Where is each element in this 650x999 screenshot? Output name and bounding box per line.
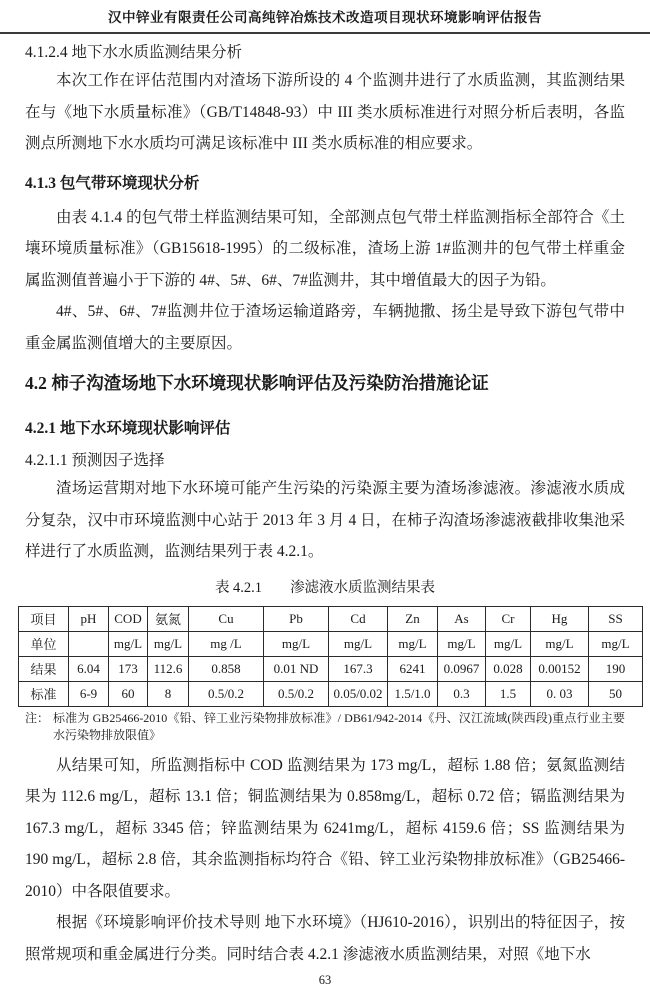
- table-cell: Zn: [388, 606, 438, 631]
- table-cell: 0.0967: [438, 656, 486, 681]
- section-heading-4-2-1: 4.2.1 地下水环境现状影响评估: [25, 420, 231, 437]
- paragraph-leachate-sampling: 渣场运营期对地下水环境可能产生污染的污染源主要为渣场渗滤液。渗滤液水质成分复杂，汉中市环境监测中心站于 2013 年 3 月 4 日，在柿子沟渣场渗滤液截排收集池采样进行了水质监测，监测结果列于表 4.2.1。: [25, 480, 625, 560]
- table-cell: 结果: [19, 656, 69, 681]
- table-cell: 6-9: [69, 681, 109, 706]
- table-row: [19, 631, 643, 656]
- table-cell: 项目: [19, 606, 69, 631]
- section-heading-4-1-3: 4.1.3 包气带环境现状分析: [25, 174, 200, 192]
- table-cell: 标准: [19, 681, 69, 706]
- page-header: [0, 0, 650, 34]
- table-cell: 0.3: [438, 681, 486, 706]
- table-cell: mg/L: [388, 631, 438, 656]
- section-heading-4-2-1-1: 4.2.1.1 预测因子选择: [25, 452, 165, 469]
- table-cell: 173: [109, 656, 148, 681]
- table-cell: 50: [589, 681, 643, 706]
- table-note-text: 标准为 GB25466-2010《铅、锌工业污染物排放标准》/ DB61/942-2014《丹、汉江流域(陕西段)重点行业主要水污染物排放限值》: [53, 710, 625, 742]
- table-cell: 0.01 ND: [264, 656, 329, 681]
- table-cell: 167.3: [329, 656, 388, 681]
- section-heading-4-1-2-4: 4.1.2.4 地下水水质监测结果分析: [25, 44, 243, 61]
- table-note-label: 注：: [25, 710, 50, 725]
- table-cell: Cu: [189, 606, 264, 631]
- table-cell: 0.028: [486, 656, 531, 681]
- table-cell: mg/L: [486, 631, 531, 656]
- table-caption-number: 表 4.2.1: [214, 579, 263, 596]
- table-cell: As: [438, 606, 486, 631]
- section-heading-4-2: 4.2 柿子沟渣场地下水环境现状影响评估及污染防治措施论证: [25, 373, 489, 393]
- paragraph-groundwater-result: 本次工作在评估范围内对渣场下游所设的 4 个监测井进行了水质监测，其监测结果在与《地下水质量标准》（GB/T14848-93）中 III 类水质标准进行对照分析后表明，各监测点所测地下水水质均可满足该标准中 III 类水质标准的相应要求。: [25, 72, 625, 152]
- table-cell: Hg: [531, 606, 589, 631]
- table-cell: SS: [589, 606, 643, 631]
- table-cell: 氨氮: [148, 606, 189, 631]
- table-row: [19, 681, 643, 706]
- table-cell: Cr: [486, 606, 531, 631]
- table-cell: pH: [69, 606, 109, 631]
- table-cell: 单位: [19, 631, 69, 656]
- table-cell: 0.5/0.2: [189, 681, 264, 706]
- table-cell: 6241: [388, 656, 438, 681]
- table-cell: 0.00152: [531, 656, 589, 681]
- table-cell: mg/L: [148, 631, 189, 656]
- table-cell: 60: [109, 681, 148, 706]
- table-row: [19, 606, 643, 631]
- paragraph-vadose-zone-cause: 4#、5#、6#、7#监测井位于渣场运输道路旁，车辆抛撒、扬尘是导致下游包气带中重金属监测值增大的主要原因。: [25, 303, 625, 352]
- table-cell: COD: [109, 606, 148, 631]
- table-note: [25, 710, 625, 744]
- paragraph-vadose-zone-result: 由表 4.1.4 的包气带土样监测结果可知，全部测点包气带土样监测指标全部符合《土壤环境质量标准》（GB15618-1995）的二级标准，渣场上游 1#监测井的包气带土样重金属监测值普遍小于下游的 4#、5#、6#、7#监测井，其中增值最大的因子为铅。: [25, 208, 625, 289]
- table-cell: mg/L: [109, 631, 148, 656]
- table-cell: Cd: [329, 606, 388, 631]
- table-cell: 6.04: [69, 656, 109, 681]
- table-cell: mg/L: [438, 631, 486, 656]
- table-cell: 8: [148, 681, 189, 706]
- table-cell: 112.6: [148, 656, 189, 681]
- table-cell: 1.5/1.0: [388, 681, 438, 706]
- table-cell: mg/L: [531, 631, 589, 656]
- table-cell: [69, 631, 109, 656]
- leachate-monitoring-table: [18, 606, 643, 707]
- table-cell: mg /L: [189, 631, 264, 656]
- table-cell: mg/L: [589, 631, 643, 656]
- table-cell: 1.5: [486, 681, 531, 706]
- table-caption-title: 渗滤液水质监测结果表: [290, 579, 436, 596]
- page-content: [0, 41, 650, 970]
- table-cell: 0.05/0.02: [329, 681, 388, 706]
- page-number: 63: [318, 973, 332, 987]
- table-cell: mg/L: [264, 631, 329, 656]
- paragraph-factor-classification: 根据《环境影响评价技术导则 地下水环境》（HJ610-2016），识别出的特征因子，按照常规项和重金属进行分类。同时结合表 4.2.1 渗滤液水质监测结果，对照《地下水: [25, 914, 625, 963]
- table-cell: mg/L: [329, 631, 388, 656]
- paragraph-exceedance-analysis: 从结果可知，所监测指标中 COD 监测结果为 173 mg/L，超标 1.88 倍；氨氮监测结果为 112.6 mg/L，超标 13.1 倍；铜监测结果为 0.858mg/L，超标 0.72 倍；镉监测结果为 167.3 mg/L，超标 3345 倍；锌监测结果为 6241mg/L，超标 4159.6 倍；SS 监测结果为 190 mg/L，超标 2.8 倍，其余监测指标均符合《铅、锌工业污染物排放标准》（GB25466-2010）中各限值要求。: [25, 756, 625, 900]
- table-caption: [25, 576, 625, 600]
- report-title: 汉中锌业有限责任公司高纯锌冶炼技术改造项目现状环境影响评估报告: [108, 10, 542, 25]
- table-row: [19, 656, 643, 681]
- leachate-table-body: [19, 606, 643, 706]
- table-cell: 0.858: [189, 656, 264, 681]
- table-cell: 0. 03: [531, 681, 589, 706]
- table-cell: Pb: [264, 606, 329, 631]
- table-cell: 0.5/0.2: [264, 681, 329, 706]
- table-cell: 190: [589, 656, 643, 681]
